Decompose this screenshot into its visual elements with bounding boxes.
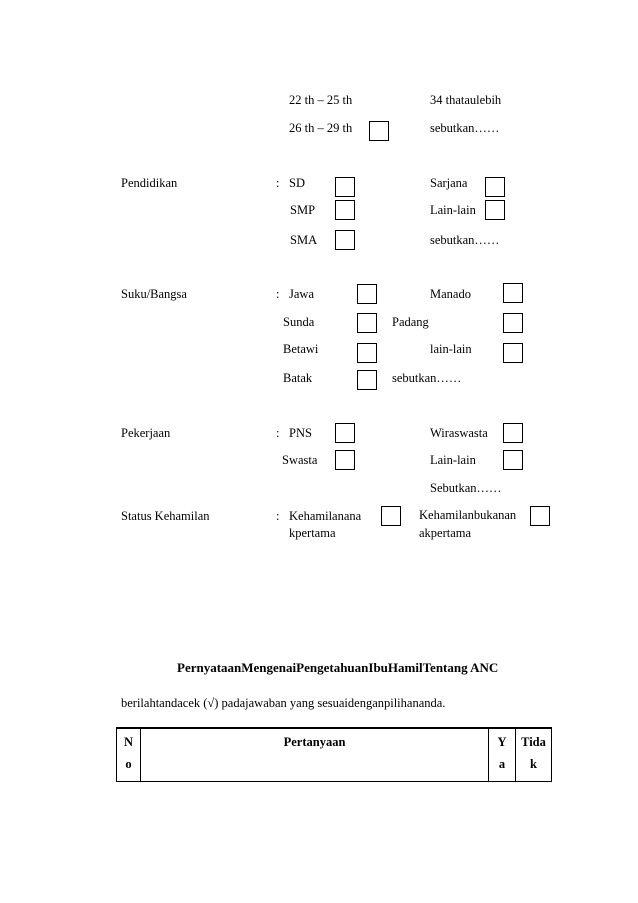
option-age-other: sebutkan…… — [430, 121, 500, 135]
option-kehamilan-pertama-line: kpertama — [289, 526, 336, 540]
table-header-no-line: o — [125, 757, 132, 771]
checkbox-jawa[interactable] — [357, 284, 377, 304]
suku-bangsa-separator: : — [276, 287, 280, 301]
checkbox-pendidikan-lain[interactable] — [485, 200, 505, 220]
checkbox-sunda[interactable] — [357, 313, 377, 333]
option-age-34-plus: 34 thataulebih — [430, 93, 502, 107]
option-kehamilan-pertama-line: Kehamilanana — [289, 509, 362, 523]
pendidikan-separator: : — [276, 176, 280, 190]
table-header-pertanyaan — [141, 729, 489, 781]
option-kehamilan-bukan-pertama — [419, 506, 516, 542]
option-sunda: Sunda — [283, 315, 315, 329]
option-age-26-29: 26 th – 29 th — [289, 121, 353, 135]
suku-bangsa-sebutkan: sebutkan…… — [392, 371, 462, 385]
table-header-tidak-line: k — [530, 757, 537, 771]
option-manado: Manado — [430, 287, 471, 301]
table-header-no-line: N — [123, 735, 134, 749]
option-jawa: Jawa — [289, 287, 314, 301]
option-betawi: Betawi — [283, 342, 319, 356]
table-header-no — [117, 729, 141, 781]
checkbox-pns[interactable] — [335, 423, 355, 443]
instruction-text: berilahtandacek (√) padajawaban yang sesuaidenganpilihananda. — [121, 696, 446, 710]
option-age-22-25: 22 th – 25 th — [289, 93, 353, 107]
option-kehamilan-pertama — [289, 508, 361, 542]
checkbox-swasta[interactable] — [335, 450, 355, 470]
option-sarjana: Sarjana — [430, 176, 468, 190]
option-pns: PNS — [289, 426, 312, 440]
status-kehamilan-separator: : — [276, 509, 280, 523]
checkbox-age-26-29[interactable] — [369, 121, 389, 141]
checkbox-smp[interactable] — [335, 200, 355, 220]
table-header-tidak — [516, 729, 551, 781]
option-wiraswasta: Wiraswasta — [430, 426, 488, 440]
status-kehamilan-label: Status Kehamilan — [121, 509, 210, 523]
option-swasta: Swasta — [282, 453, 318, 467]
option-kehamilan-bukan-pertama-line: Kehamilanbukanan — [419, 508, 517, 522]
pekerjaan-label: Pekerjaan — [121, 426, 171, 440]
pekerjaan-sebutkan: Sebutkan…… — [430, 481, 502, 495]
checkbox-wiraswasta[interactable] — [503, 423, 523, 443]
option-pendidikan-lain: Lain-lain — [430, 203, 476, 217]
option-sma: SMA — [290, 233, 318, 247]
checkbox-batak[interactable] — [357, 370, 377, 390]
option-pekerjaan-lain: Lain-lain — [430, 453, 476, 467]
table-header-ya-line: Y — [497, 735, 507, 749]
option-kehamilan-bukan-pertama-line: akpertama — [419, 526, 472, 540]
table-header-tidak-line: Tida — [521, 735, 546, 749]
option-smp: SMP — [290, 203, 316, 217]
checkbox-betawi[interactable] — [357, 343, 377, 363]
checkbox-sma[interactable] — [335, 230, 355, 250]
table-header-ya — [489, 729, 516, 781]
checkbox-sd[interactable] — [335, 177, 355, 197]
table-header-ya-line: a — [498, 757, 506, 771]
checkbox-suku-lain[interactable] — [503, 343, 523, 363]
checkbox-padang[interactable] — [503, 313, 523, 333]
option-padang: Padang — [392, 315, 429, 329]
pendidikan-sebutkan: sebutkan…… — [430, 233, 500, 247]
pendidikan-label: Pendidikan — [121, 176, 178, 190]
option-suku-lain: lain-lain — [430, 342, 472, 356]
checkbox-sarjana[interactable] — [485, 177, 505, 197]
suku-bangsa-label: Suku/Bangsa — [121, 287, 187, 301]
option-batak: Batak — [283, 371, 313, 385]
section-title: PernyataanMengenaiPengetahuanIbuHamilTentang ANC — [177, 660, 499, 675]
question-table — [116, 727, 552, 782]
checkbox-kehamilan-pertama[interactable] — [381, 506, 401, 526]
table-header-pertanyaan-line: Pertanyaan — [283, 735, 346, 749]
checkbox-pekerjaan-lain[interactable] — [503, 450, 523, 470]
pekerjaan-separator: : — [276, 426, 280, 440]
checkbox-kehamilan-bukan-pertama[interactable] — [530, 506, 550, 526]
option-sd: SD — [289, 176, 305, 190]
checkbox-manado[interactable] — [503, 283, 523, 303]
